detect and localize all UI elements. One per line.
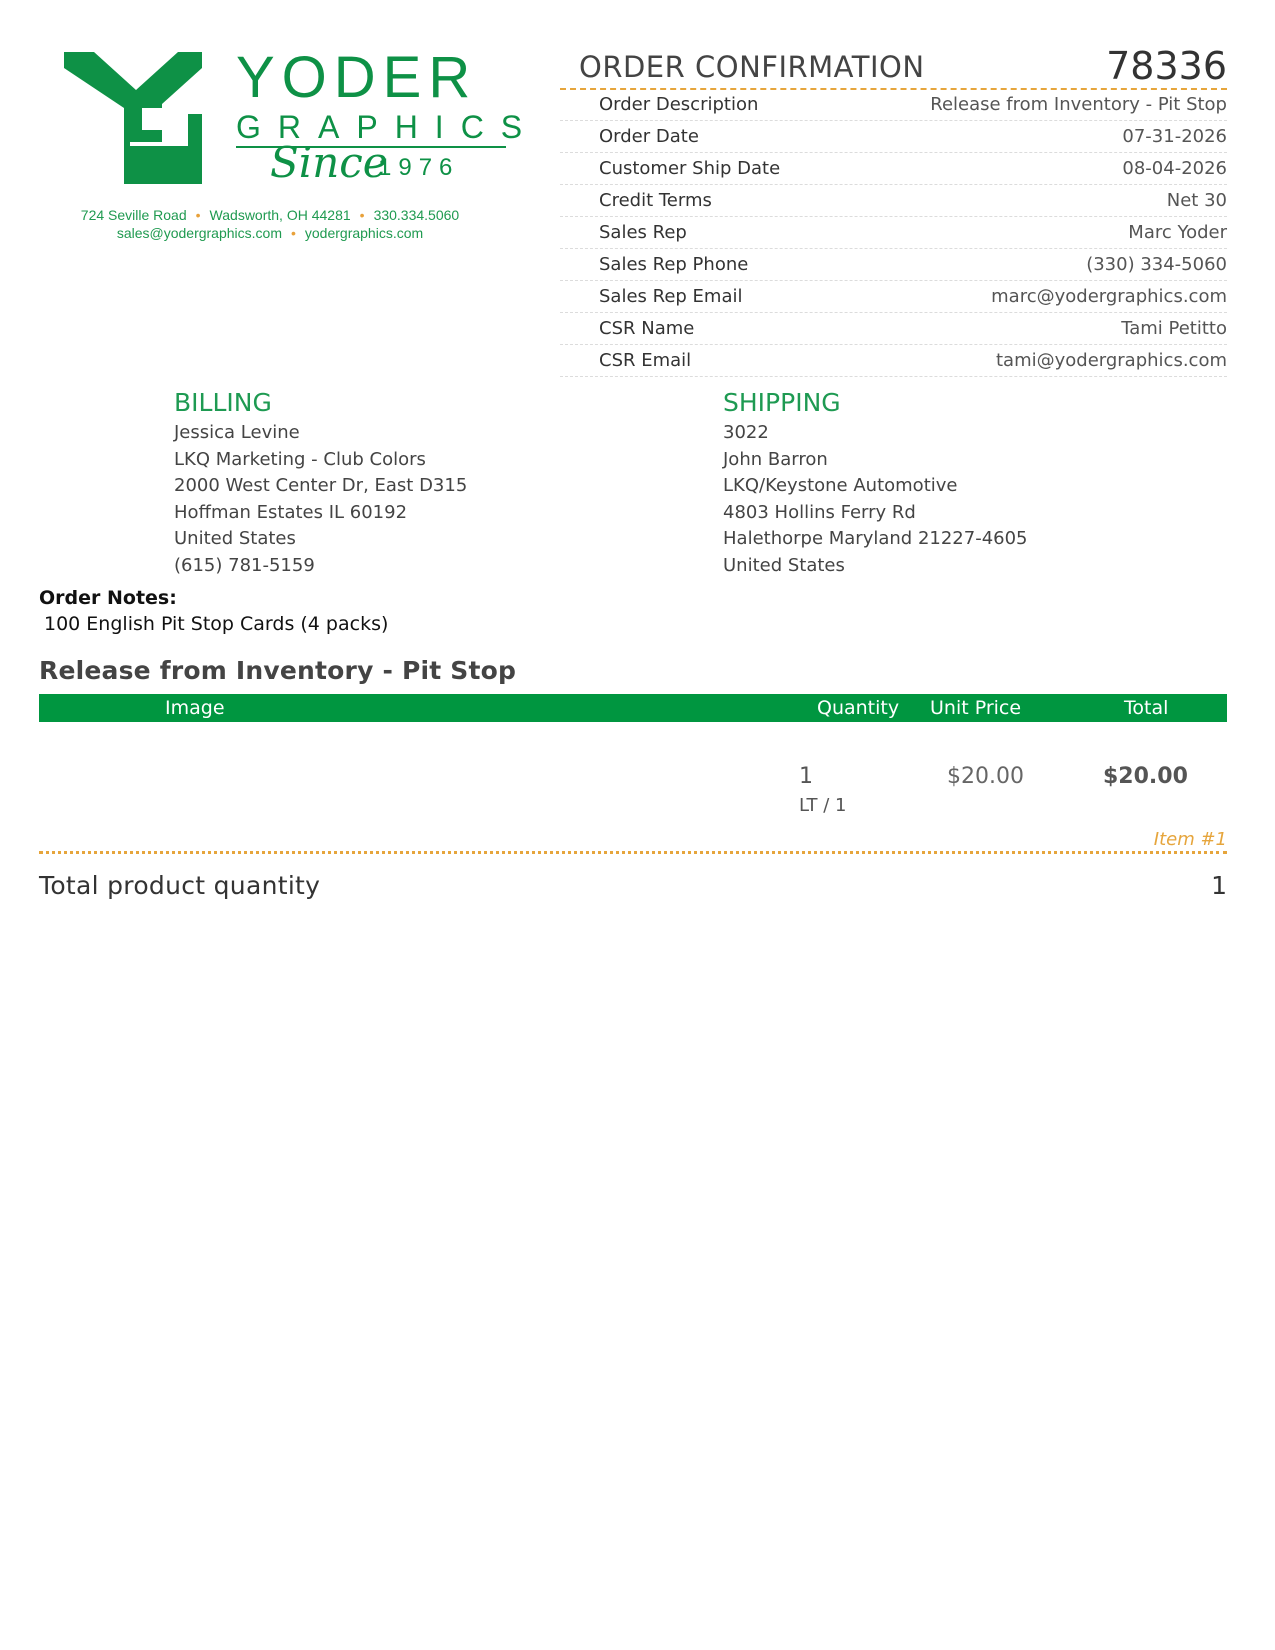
detail-value: (330) 334-5060 <box>1086 254 1227 275</box>
detail-label: Sales Rep Email <box>599 286 743 307</box>
order-notes-label: Order Notes: <box>39 587 177 609</box>
detail-label: CSR Name <box>599 318 695 339</box>
detail-row <box>560 219 1227 249</box>
detail-row <box>560 187 1227 217</box>
detail-value: Tami Petitto <box>1121 318 1227 339</box>
detail-row <box>560 315 1227 345</box>
shipping-line: 4803 Hollins Ferry Rd <box>723 501 916 523</box>
detail-label: Sales Rep Phone <box>599 254 749 275</box>
total-quantity-value: 1 <box>1211 871 1227 900</box>
detail-label: Credit Terms <box>599 190 712 211</box>
column-header-unit-price: Unit Price <box>930 697 1022 719</box>
detail-value: Release from Inventory - Pit Stop <box>930 94 1227 115</box>
wordmark <box>236 45 540 187</box>
billing-line: LKQ Marketing - Club Colors <box>174 448 426 470</box>
detail-row <box>560 91 1227 121</box>
shipping-line: 3022 <box>723 422 769 443</box>
billing-line: Hoffman Estates IL 60192 <box>174 501 408 523</box>
column-header-quantity: Quantity <box>817 697 900 719</box>
detail-label: Customer Ship Date <box>599 158 781 179</box>
company-name: YODER <box>236 45 478 110</box>
yg-monogram-icon <box>64 46 214 196</box>
order-number: 78336 <box>1106 44 1227 88</box>
company-address: 724 Seville Road <box>80 207 187 223</box>
company-phone: 330.334.5060 <box>373 207 460 223</box>
shipping-line: John Barron <box>723 448 828 470</box>
order-title: ORDER CONFIRMATION <box>579 50 925 84</box>
detail-row <box>560 155 1227 185</box>
company-subname: GRAPHICS <box>236 109 540 145</box>
detail-row <box>560 283 1227 313</box>
billing-address <box>174 386 467 579</box>
billing-line: Jessica Levine <box>174 422 300 443</box>
item-unit-price: $20.00 <box>947 764 1024 789</box>
order-divider <box>560 88 1227 90</box>
detail-value: 07-31-2026 <box>1122 126 1227 147</box>
detail-row <box>560 347 1227 377</box>
billing-line: 2000 West Center Dr, East D315 <box>174 475 468 496</box>
detail-value: tami@yodergraphics.com <box>995 350 1227 371</box>
detail-row <box>560 251 1227 281</box>
item-total: $20.00 <box>1103 764 1188 789</box>
billing-heading: BILLING <box>174 388 272 417</box>
bullet-icon: • <box>195 207 201 223</box>
shipping-line: Halethorpe Maryland 21227-4605 <box>723 528 1028 549</box>
detail-label: Order Date <box>599 126 699 147</box>
company-email[interactable]: sales@yodergraphics.com <box>116 225 282 241</box>
company-city: Wadsworth, OH 44281 <box>209 207 351 223</box>
detail-label: CSR Email <box>599 350 692 371</box>
detail-row <box>560 123 1227 153</box>
since-script: Since <box>270 138 388 187</box>
shipping-line: United States <box>723 554 845 576</box>
shipping-line: LKQ/Keystone Automotive <box>723 475 958 496</box>
bullet-icon: • <box>290 225 296 241</box>
column-header-total: Total <box>1124 697 1169 719</box>
detail-value: Net 30 <box>1166 190 1227 211</box>
since-year: 1976 <box>378 154 460 181</box>
order-details <box>560 91 1227 379</box>
section-title: Release from Inventory - Pit Stop <box>39 656 517 685</box>
items-table-header <box>39 694 1227 722</box>
total-quantity-label: Total product quantity <box>39 871 321 900</box>
column-header-image: Image <box>165 697 225 719</box>
bullet-icon: • <box>359 207 365 223</box>
detail-value: 08-04-2026 <box>1122 158 1227 179</box>
detail-value: marc@yodergraphics.com <box>991 286 1227 307</box>
detail-label: Sales Rep <box>599 222 687 243</box>
item-unit-code: LT / 1 <box>799 795 847 816</box>
item-tag: Item #1 <box>1153 829 1227 850</box>
shipping-address <box>723 386 1028 579</box>
company-contact <box>64 206 476 242</box>
item-quantity: 1 <box>799 764 813 789</box>
detail-value: Marc Yoder <box>1128 222 1227 243</box>
billing-line: (615) 781-5159 <box>174 554 315 576</box>
order-notes-text: 100 English Pit Stop Cards (4 packs) <box>44 613 389 635</box>
item-divider <box>39 851 1227 854</box>
shipping-heading: SHIPPING <box>723 388 841 417</box>
detail-label: Order Description <box>599 94 759 115</box>
company-website[interactable]: yodergraphics.com <box>304 225 424 241</box>
billing-line: United States <box>174 528 296 549</box>
